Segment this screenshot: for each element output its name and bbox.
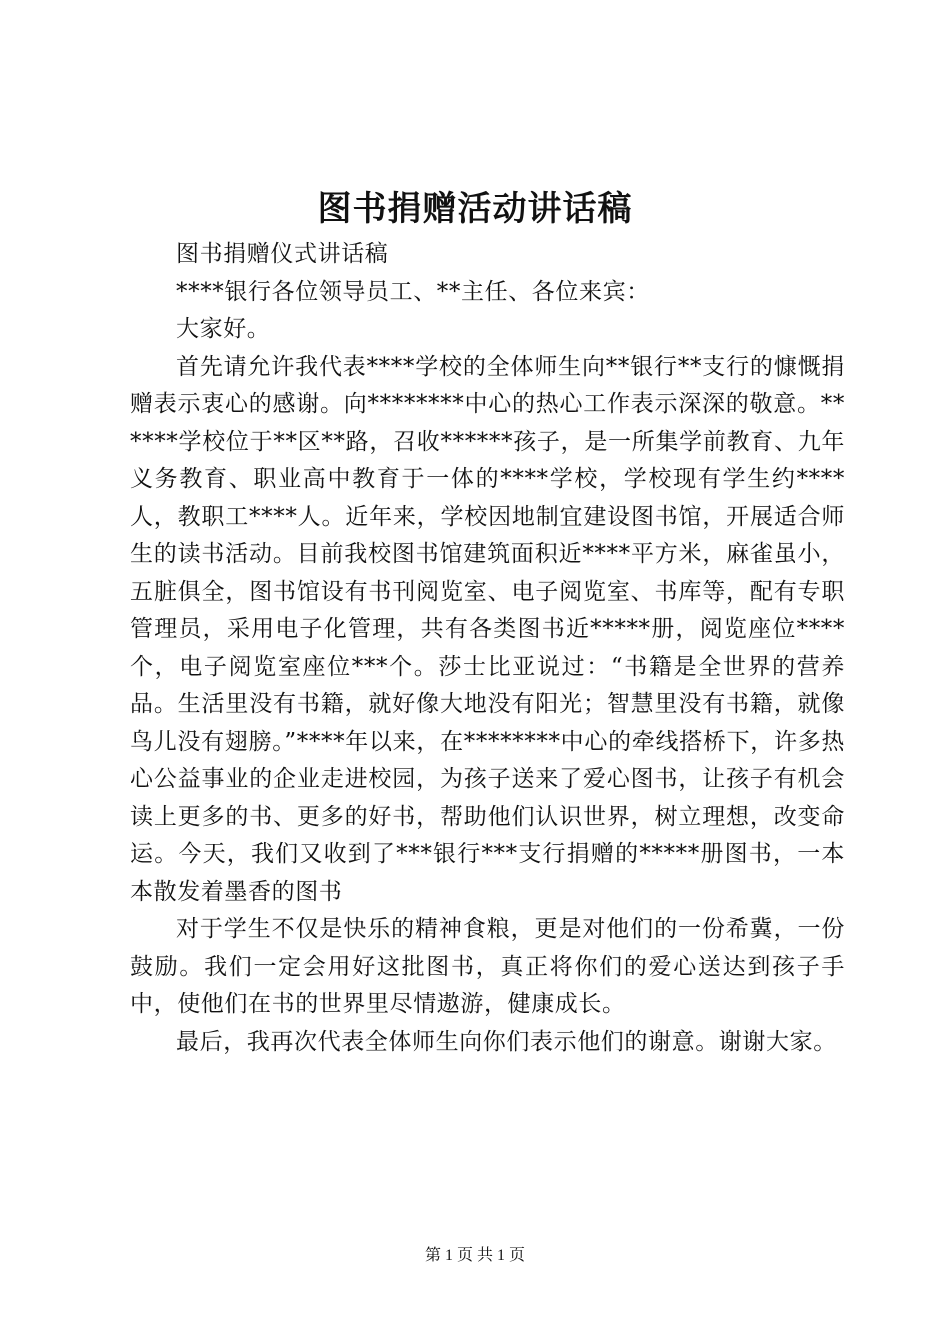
paragraph-salutation: ****银行各位领导员工、**主任、各位来宾： — [176, 278, 650, 305]
document-title: 图书捐赠活动讲话稿 — [317, 189, 633, 229]
document-body — [130, 236, 845, 1061]
paragraph-continuation: 对于学生不仅是快乐的精神食粮，更是对他们的一份希冀，一份鼓励。我们一定会用好这批图书，真正将你们的爱心送达到孩子手中，使他们在书的世界里尽情遨游，健康成长。 — [130, 916, 845, 1017]
paragraph-closing: 最后，我再次代表全体师生向你们表示他们的谢意。谢谢大家。 — [176, 1028, 837, 1055]
paragraph-subtitle: 图书捐赠仪式讲话稿 — [176, 241, 389, 267]
page-footer: 第 1 页 共 1 页 — [424, 1247, 525, 1264]
paragraph-greeting: 大家好。 — [176, 316, 271, 342]
paragraph-main: 首先请允许我代表****学校的全体师生向**银行**支行的慷慨捐赠表示衷心的感谢。向********中心的热心工作表示深深的敬意。******学校位于**区**路，召收******孩子，是一所集学前教育、九年义务教育、职业高中教育于一体的****学校，学校现有学生约****人，教职工****人。近年来，学校因地制宜建设图书馆，开展适合师生的读书活动。目前我校图书馆建筑面积近****平方米，麻雀虽小，五脏俱全，图书馆设有书刊阅览室、电子阅览室、书库等，配有专职管理员，采用电子化管理，共有各类图书近*****册，阅览座位****个，电子阅览室座位***个。莎士比亚说过：“书籍是全世界的营养品。生活里没有书籍，就好像大地没有阳光；智慧里没有书籍，就像鸟儿没有翅膀。”****年以来，在********中心的牵线搭桥下，许多热心公益事业的企业走进校园，为孩子送来了爱心图书，让孩子有机会读上更多的书、更多的好书，帮助他们认识世界，树立理想，改变命运。今天，我们又收到了***银行***支行捐赠的*****册图书，一本本散发着墨香的图书 — [130, 353, 845, 905]
